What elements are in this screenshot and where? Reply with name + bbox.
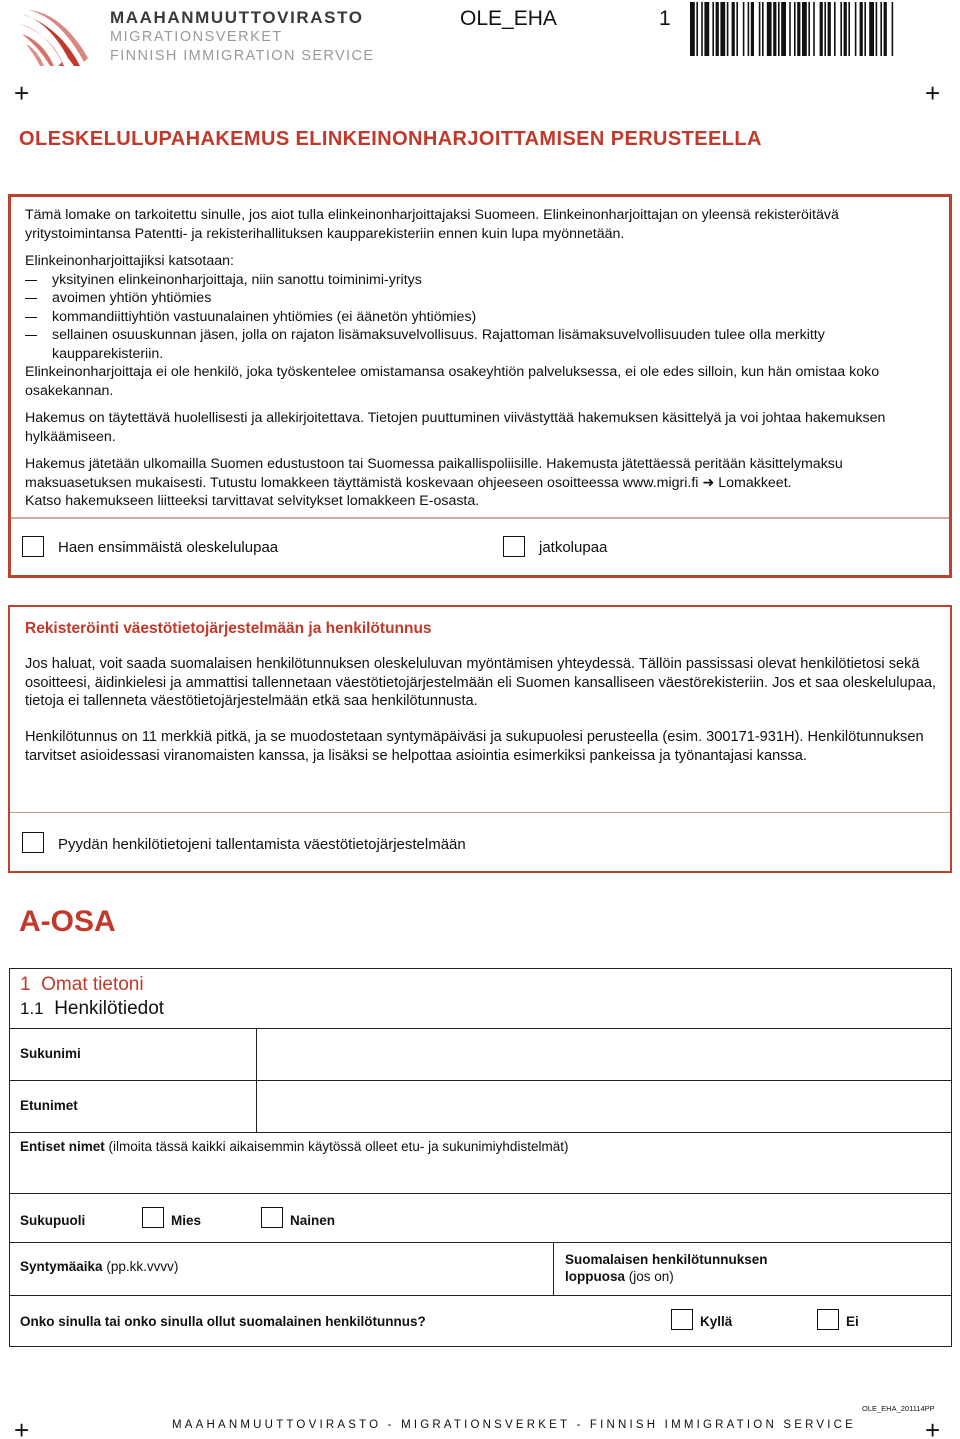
section-number: 1 [20,974,31,995]
male-label: Mies [171,1213,202,1228]
divider [10,812,950,813]
has-pid-no-checkbox[interactable] [817,1309,839,1330]
finnish-immigration-service-logo-icon [18,6,90,70]
table-rule [9,1132,952,1133]
footer-form-code: OLE_EHA_201114PP [862,1404,935,1413]
registration-text [25,655,940,766]
table-rule [553,1242,554,1295]
surname-label: Sukunimi [20,1046,81,1061]
org-name-english: FINNISH IMMIGRATION SERVICE [110,48,375,64]
registration-mark-icon: + [925,1415,941,1439]
male-checkbox[interactable] [142,1207,164,1228]
registration-paragraph: Henkilötunnus on 11 merkkiä pitkä, ja se muodostetaan syntymäpäiväsi ja sukupuolesi perusteella (esim. 300171-931H). Henkilötunnuksen tarvitset asioidessasi viranomaisten kanssa, ja lisäksi se helpottaa asiointia esimerkiksi pankeissa ja työnantajasi kanssa. [25,729,924,764]
surname-input[interactable] [258,1030,950,1078]
intro-paragraph: Elinkeinonharjoittaja ei ole henkilö, joka työskentelee omistamansa osakeyhtiön palveluksessa, ei ole edes silloin, kun hän omistaa koko osakekannan. [25,364,880,399]
table-rule [9,1242,952,1243]
page-number: 1 [659,7,671,30]
section-name: Omat tietoni [41,974,144,995]
table-rule [9,1193,952,1194]
registration-mark-icon: + [14,78,30,108]
subsection-title [20,998,164,1020]
former-names-input[interactable] [11,1156,950,1191]
table-rule [9,1295,952,1296]
first-permit-checkbox[interactable] [22,536,44,557]
first-names-input[interactable] [258,1082,950,1130]
extended-permit-checkbox[interactable] [503,536,525,557]
pid-suffix-label: Suomalaisen henkilötunnuksen loppuosa (jos on) [565,1252,768,1284]
list-item: kommandiittiyhtiön vastuunalainen yhtiömies (ei äänetön yhtiömies) [25,308,935,327]
intro-text [25,206,935,511]
female-label: Nainen [290,1213,336,1228]
register-request-checkbox[interactable] [22,832,44,853]
has-pid-no-label: Ei [846,1314,859,1329]
registration-paragraph: Jos haluat, voit saada suomalaisen henkilötunnuksen oleskeluluvan myöntämisen yhteydessä. Tällöin passissasi olevat henkilötietosi sekä osoitteesi, äidinkielesi ja ammattisi tallennetaan väestötietojärjestelmään eli Suomen kansalliseen väestörekisteriin. Jos et saa oleskelulupaa, tietoja ei tallenneta väestötietojärjestelmään etkä saa henkilötunnusta. [25,656,936,710]
submission-text: Hakemus jätetään ulkomailla Suomen edustustoon tai Suomessa paikallispoliisille. Hakemusta jätettäessä peritään käsittelymaksu maksuasetuksen mukaisesti. Tutustu lomakkeen täyttämistä koskevaan ohjeeseen osoitteessa www.migri.fi [25,456,843,491]
intro-paragraph [25,455,935,492]
first-permit-label: Haen ensimmäistä oleskelulupaa [58,539,279,556]
former-names-label: Entiset nimet (ilmoita tässä kaikki aikaisemmin käytössä olleet etu- ja sukunimiyhdistelmät) [20,1139,569,1154]
has-pid-yes-checkbox[interactable] [671,1309,693,1330]
org-name-swedish: MIGRATIONSVERKET [110,29,283,45]
first-names-label: Etunimet [20,1098,78,1113]
sex-label: Sukupuoli [20,1213,86,1228]
section-title [20,974,144,996]
form-code: OLE_EHA [460,7,557,30]
subsection-number: 1.1 [20,999,44,1018]
registration-mark-icon: + [925,78,941,108]
registration-title: Rekisteröinti väestötietojärjestelmään ja henkilötunnus [25,620,432,637]
dob-label: Syntymäaika (pp.kk.vvvv) [20,1259,179,1274]
table-rule [9,1080,952,1081]
barcode-icon [690,2,945,56]
pid-suffix-input[interactable] [800,1244,950,1293]
has-pid-question: Onko sinulla tai onko sinulla ollut suomalainen henkilötunnus? [20,1314,426,1329]
list-intro: Elinkeinonharjoittajiksi katsotaan: [25,253,234,269]
entrepreneur-list [25,271,935,364]
has-pid-yes-label: Kyllä [700,1314,733,1329]
intro-paragraph: Hakemus on täytettävä huolellisesti ja allekirjoitettava. Tietojen puuttuminen viivästyttää hakemuksen käsittelyä ja voi johtaa hakemuksen hylkäämiseen. [25,410,886,445]
female-checkbox[interactable] [261,1207,283,1228]
divider [11,517,949,519]
table-rule [256,1028,257,1132]
form-title: OLESKELULUPAHAKEMUS ELINKEINONHARJOITTAMISEN PERUSTEELLA [19,128,762,150]
registration-mark-icon: + [14,1415,30,1439]
register-request-label: Pyydän henkilötietojeni tallentamista väestötietojärjestelmään [58,836,466,853]
table-rule [9,1028,952,1029]
intro-paragraph: Tämä lomake on tarkoitettu sinulle, jos aiot tulla elinkeinonharjoittajaksi Suomeen. Elinkeinonharjoittajan on yleensä rekisteröitävä yritystoimintansa Patentti- ja rekisterihallituksen kaupparekisteriin ennen kuin lupa myönnetään. [25,207,839,242]
list-item: sellainen osuuskunnan jäsen, jolla on rajaton lisämaksuvelvollisuus. Rajattoman lisämaksuvelvollisuuden tulee olla merkitty kaupparekisteriin. [25,326,935,363]
part-a-heading: A-OSA [19,905,116,938]
extended-permit-label: jatkolupaa [539,539,608,556]
list-item: yksityinen elinkeinonharjoittaja, niin sanottu toiminimi-yritys [25,271,935,290]
arrow-right-icon: ➜ [702,474,715,491]
list-item: avoimen yhtiön yhtiömies [25,289,935,308]
forms-link[interactable]: Lomakkeet. [718,474,792,491]
subsection-name: Henkilötiedot [54,998,165,1019]
org-name-finnish: MAAHANMUUTTOVIRASTO [110,8,364,27]
dob-input[interactable] [200,1244,552,1293]
intro-paragraph: Katso hakemukseen liitteeksi tarvittavat selvitykset lomakkeen E-osasta. [25,493,480,509]
footer-org-line: MAAHANMUUTTOVIRASTO - MIGRATIONSVERKET - FINNISH IMMIGRATION SERVICE [172,1419,857,1431]
